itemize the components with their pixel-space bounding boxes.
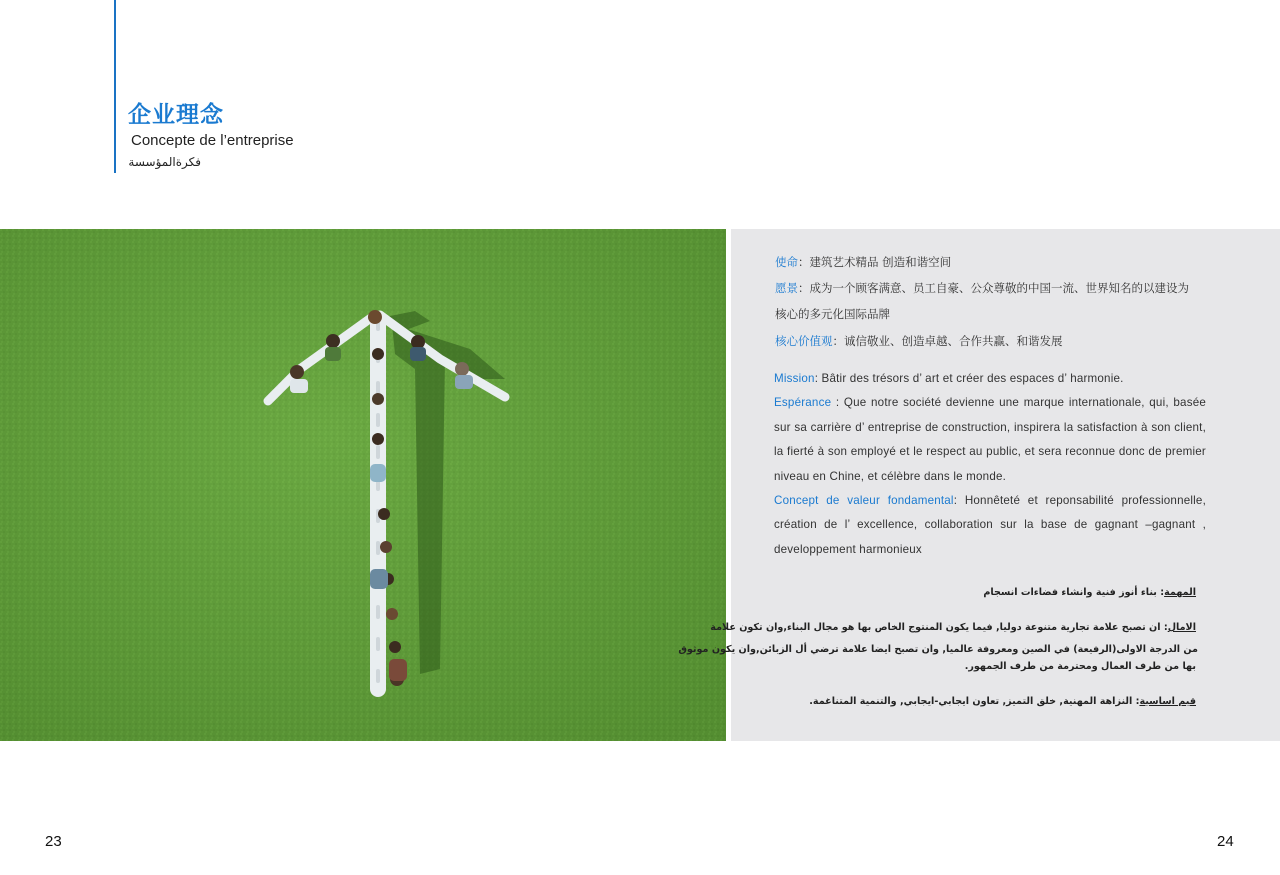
ar-mission-label: المهمة: [1164, 587, 1196, 598]
zh-values-text: ：诚信敬业、创造卓越、合作共赢、和谐发展: [832, 334, 1063, 348]
ar-hope-line-3: بها من طرف العمال ومحترمة من طرف الجمهور.: [964, 661, 1196, 672]
ar-values: [809, 696, 1196, 707]
zh-mission: [775, 254, 951, 270]
zh-vision-text: ：成为一个顾客满意、员工自豪、公众尊敬的中国一流、世界知名的以建设为: [798, 281, 1189, 295]
philosophy-text-panel: [678, 229, 1280, 741]
ar-hope-line-2: من الدرجة الاولى(الرفيعة) في الصين ومعروفة عالميا, وان تصبح ايضا علامة ترضي أل الزبائن,وان يكون موثوق: [678, 644, 1198, 655]
grass-arrow-illustration: [0, 229, 726, 741]
fr-mission-label: Mission: [774, 372, 815, 385]
zh-mission-label: 使命: [775, 255, 798, 269]
fr-esperance: [774, 391, 1206, 489]
zh-vision-continued: 核心的多元化国际品牌: [775, 307, 890, 321]
ar-hope-label: الامال: [1167, 622, 1196, 633]
ar-values-label: قيم اساسية: [1139, 696, 1196, 707]
fr-valeur: [774, 489, 1206, 562]
ar-values-text: : النزاهة المهنية, خلق التميز, تعاون ايجابي-ايجابي, والتنمية المتناغمة.: [809, 696, 1140, 707]
page-title-french: Concepte de l’entreprise: [131, 132, 294, 149]
fr-mission-text: : Bâtir des trésors d’ art et créer des espaces d’ harmonie.: [814, 372, 1124, 385]
fr-mission: [774, 367, 1206, 391]
zh-mission-text: ：建筑艺术精品 创造和谐空间: [798, 255, 952, 269]
ar-mission: [983, 587, 1196, 598]
fr-valeur-label: Concept de valeur fondamental: [774, 494, 954, 508]
page-title-arabic: فكرةالمؤسسة: [128, 155, 201, 169]
fr-esperance-text: : Que notre société devienne une marque internationale, qui, basée sur sa carrière d’ entreprise de construction, inspirera la satisfaction à son client, la fierté à son employé et le respect au public, et sera reconnue donc de premier niveau en Chine, et célèbre dans le monde.: [774, 396, 1206, 483]
page-number-left: 23: [45, 833, 62, 850]
zh-vision-label: 愿景: [775, 281, 798, 295]
ar-hope-text-1: : ان تصبح علامة تجارية متنوعة دوليا, فيما يكون المنتوج الخاص بها هو مجال البناء,وان تكون علامة: [710, 622, 1168, 633]
zh-vision: [775, 280, 1189, 296]
fr-valeur-text: : Honnêteté et reponsabilité professionnelle, création de l’ excellence, collaboration sur la base de gagnant –gagnant , developpement harmonieux: [774, 494, 1206, 556]
ar-hope: [710, 622, 1196, 633]
ar-mission-text: : بناء أنوز فنية وانشاء فضاءات انسجام: [983, 587, 1165, 598]
fr-esperance-label: Espérance: [774, 396, 832, 410]
french-text-block: [774, 367, 1206, 562]
arrow-of-people-photo: [0, 229, 726, 741]
zh-values-label: 核心价值观: [775, 334, 833, 348]
page-title-chinese: 企业理念: [128, 102, 224, 128]
zh-values: [775, 333, 1063, 349]
title-accent-bar: [114, 0, 116, 173]
page-number-right: 24: [1217, 833, 1234, 850]
